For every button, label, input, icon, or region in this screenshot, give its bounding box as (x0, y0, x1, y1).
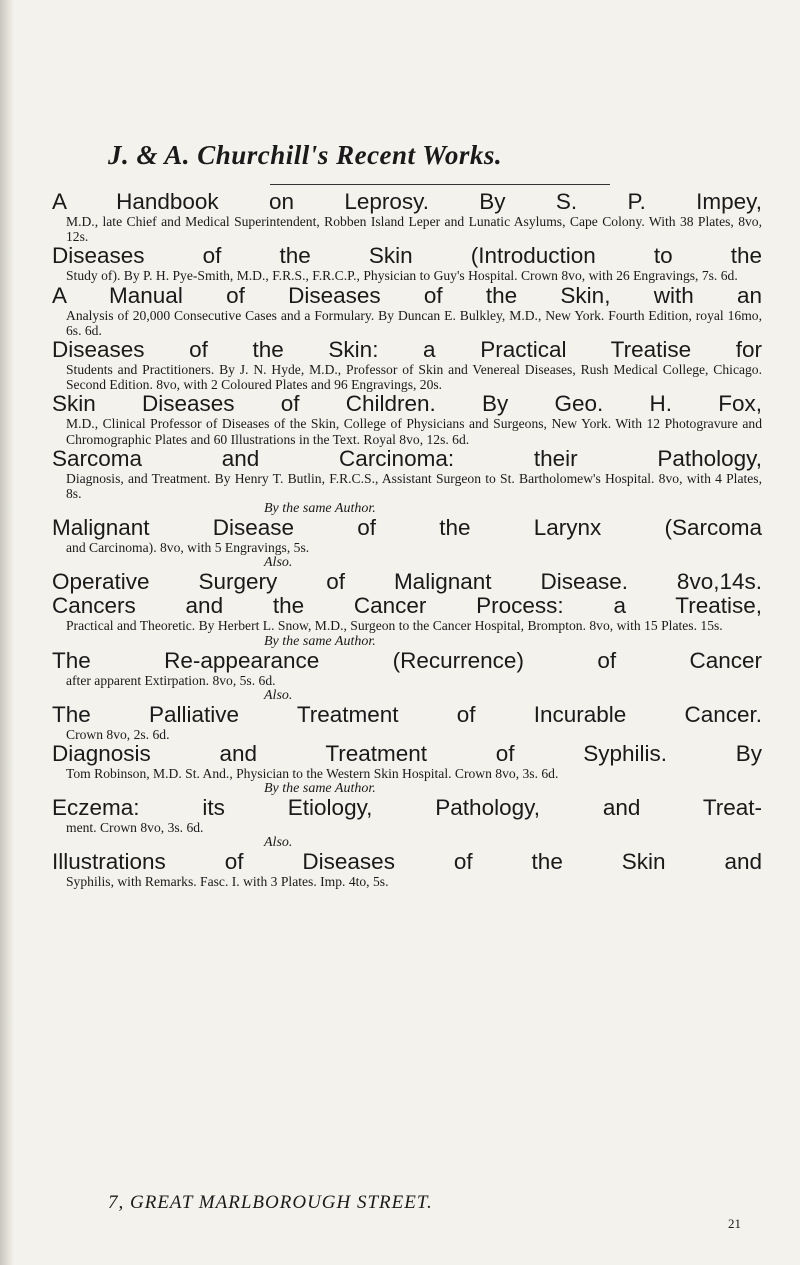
list-item (52, 338, 762, 392)
page-edge-shadow (0, 0, 14, 1265)
list-item (52, 649, 762, 703)
entry-title: Operative Surgery of Malignant Disease. 8vo,14s. (52, 569, 762, 595)
list-item (52, 190, 762, 244)
entry-description: Analysis of 20,000 Consecutive Cases and a Formulary. By Duncan E. Bulkley, M.D., New York. Fourth Edition, royal 16mo, 6s. 6d. (66, 307, 762, 338)
list-item (52, 284, 762, 338)
entry-description: after apparent Extirpation. 8vo, 5s. 6d. (66, 672, 276, 688)
entry-title: Malignant Disease of the Larynx (Sarcoma (52, 515, 762, 541)
entry-description: M.D., late Chief and Medical Superintendent, Robben Island Leper and Lunatic Asylums, Cape Colony. With 38 Plates, 8vo, 12s. (66, 214, 762, 245)
header-rule (270, 184, 610, 185)
entry-description: Study of). By P. H. Pye-Smith, M.D., F.R.S., F.R.C.P., Physician to Guy's Hospital. Crown 8vo, with 26 Engravings, 7s. 6d. (66, 268, 738, 284)
entry-byline: Also. (264, 555, 293, 571)
list-item (52, 703, 762, 742)
entry-title: Cancers and the Cancer Process: a Treatise, (52, 593, 762, 619)
list-item (52, 447, 762, 516)
entry-byline: Also. (264, 687, 293, 703)
entry-description: M.D., Clinical Professor of Diseases of the Skin, College of Physicians and Surgeons, New York. With 12 Photogravure and Chromographic Plates and 60 Illustrations in the Text. Royal 8vo, 12s. 6d. (66, 416, 762, 447)
list-item (52, 850, 762, 889)
book-list (52, 190, 762, 890)
list-item (52, 796, 762, 850)
entry-title: The Re-appearance (Recurrence) of Cancer (52, 647, 762, 673)
entry-byline: By the same Author. (264, 633, 376, 649)
entry-byline: By the same Author. (264, 501, 376, 517)
entry-byline: Also. (264, 835, 293, 851)
entry-title: A Handbook on Leprosy. By S. P. Impey, (52, 189, 762, 214)
list-item (52, 244, 762, 283)
entry-description: Students and Practitioners. By J. N. Hyde, M.D., Professor of Skin and Venereal Diseases, Rush Medical College, Chicago. Second Edition. 8vo, with 2 Coloured Plates and 96 Engravings, 20s. (66, 362, 762, 393)
list-item (52, 392, 762, 446)
entry-description: Practical and Theoretic. By Herbert L. Snow, M.D., Surgeon to the Cancer Hospital, Brompton. 8vo, with 15 Plates. 15s. (66, 618, 723, 634)
entry-title: A Manual of Diseases of the Skin, with an (52, 282, 762, 308)
publisher-address: 7, GREAT MARLBOROUGH STREET. (108, 1192, 433, 1213)
entry-description: Syphilis, with Remarks. Fasc. I. with 3 Plates. Imp. 4to, 5s. (66, 874, 389, 890)
entry-title: Diagnosis and Treatment of Syphilis. By (52, 741, 762, 767)
page-number: 21 (728, 1216, 741, 1231)
list-item (52, 742, 762, 796)
entry-description: Crown 8vo, 2s. 6d. (66, 726, 170, 742)
entry-title: Diseases of the Skin: a Practical Treatise for (52, 337, 762, 363)
list-item (52, 516, 762, 570)
entry-description: Tom Robinson, M.D. St. And., Physician to the Western Skin Hospital. Crown 8vo, 3s. 6d. (66, 766, 559, 782)
entry-title: Skin Diseases of Children. By Geo. H. Fox, (52, 391, 762, 417)
entry-title: Sarcoma and Carcinoma: their Pathology, (52, 445, 762, 471)
entry-title: Diseases of the Skin (Introduction to the (52, 243, 762, 269)
list-item (52, 570, 762, 594)
entry-title: Illustrations of Diseases of the Skin and (52, 849, 762, 875)
entry-byline: By the same Author. (264, 781, 376, 797)
list-item (52, 594, 762, 648)
entry-description: ment. Crown 8vo, 3s. 6d. (66, 820, 204, 836)
entry-title: The Palliative Treatment of Incurable Cancer. (52, 701, 762, 727)
page-header: J. & A. Churchill's Recent Works. (108, 140, 503, 170)
entry-title: Eczema: its Etiology, Pathology, and Treat- (52, 795, 762, 821)
entry-description: and Carcinoma). 8vo, with 5 Engravings, 5s. (66, 540, 310, 556)
entry-description: Diagnosis, and Treatment. By Henry T. Butlin, F.R.C.S., Assistant Surgeon to St. Bartholomew's Hospital. 8vo, with 4 Plates, 8s. (66, 470, 762, 502)
